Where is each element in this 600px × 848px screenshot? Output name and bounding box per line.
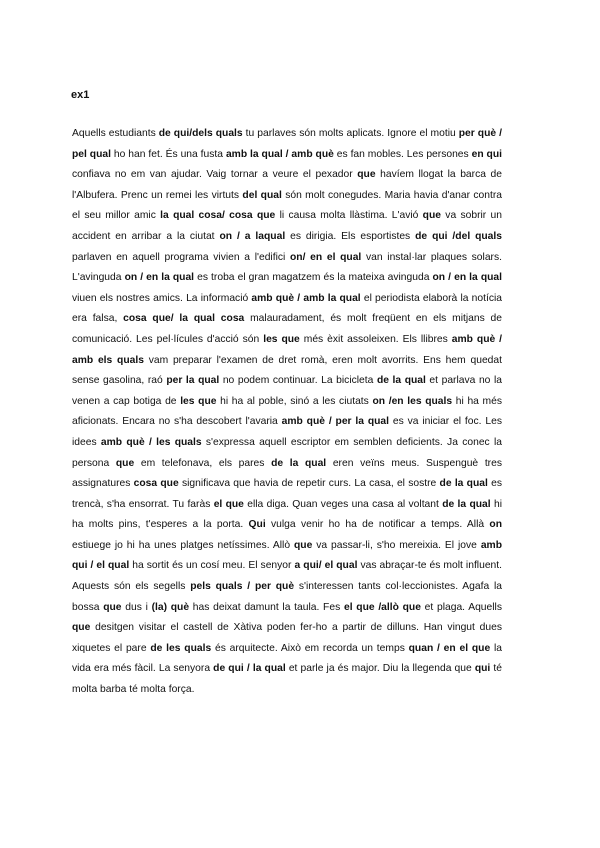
relative-pronoun-answer: amb la qual / amb què (225, 148, 334, 160)
sentence-text: li causa molta llàstima. L'avió (275, 210, 423, 222)
relative-pronoun-answer: de qui/dels quals (158, 128, 243, 139)
relative-pronoun-answer: de la qual (439, 478, 488, 490)
sentence-text: vam preparar l'examen de dret romà, eren molt avorrits. Ens hem quedat sense gasolina, raó (72, 354, 502, 387)
sentence-text: confiava no em van ajudar. Vaig tornar a veure el pexador (72, 169, 358, 181)
sentence-text: parlaven en aquell programa vivien a l'edifici (72, 251, 290, 263)
relative-pronoun-answer: que (115, 457, 135, 469)
relative-pronoun-answer: amb què / les quals (100, 436, 202, 448)
relative-pronoun-answer: amb qui / el qual (72, 539, 502, 572)
sentence-text: es va iniciar el foc. Les idees (72, 416, 502, 448)
sentence-text: es troba el gran magatzem és la mateixa avinguda (194, 272, 433, 284)
sentence-text: són molt conegudes. Maria havia d'anar contra el seu millor amic (72, 189, 503, 222)
relative-pronoun-answer: que (72, 622, 91, 634)
sentence-text: no podem continuar. La bicicleta (219, 375, 377, 387)
sentence-text: s'expressa aquell escriptor em semblen deficients. Ja conec la persona (72, 436, 502, 469)
relative-pronoun-answer: de la qual (271, 457, 327, 469)
sentence-text: ha sortit és un cosí meu. El senyor (129, 560, 295, 572)
sentence-text: malauradament, és molt freqüent en els mitjans de comunicació. Les pel·lícules d'acció són (72, 313, 503, 345)
relative-pronoun-answer: per la qual (166, 375, 220, 387)
relative-pronoun-answer: Qui (248, 519, 266, 531)
sentence-text: vulga venir ho ha de notificar a temps. Allà (265, 519, 490, 531)
sentence-text: hi ha molts pins, t'esperes a la porta. (72, 498, 502, 531)
relative-pronoun-answer: el que (213, 498, 244, 510)
relative-pronoun-answer: de les quals (150, 642, 212, 654)
relative-pronoun-answer: les que (180, 395, 217, 407)
sentence-text: has deixat damunt la taula. Fes (189, 601, 344, 613)
sentence-text: el periodista elaborà la notícia era falsa, (72, 292, 502, 325)
sentence-text: s'interessen tants col·leccionistes. Agafa la bossa (72, 581, 503, 613)
sentence-text: es dirigia. Els esportistes (285, 230, 416, 242)
sentence-text: eren veïns meus. Suspenguè tres assignatures (72, 457, 502, 490)
sentence-text: em telefonava, els pares (134, 457, 272, 469)
relative-pronoun-answer: per què / pel qual (72, 128, 502, 160)
relative-pronoun-answer: que (357, 169, 376, 181)
sentence-text: és arquitecte. Això em recorda un temps (211, 642, 409, 654)
relative-pronoun-answer: (la) què (151, 601, 190, 613)
relative-pronoun-answer: on/ en el qual (290, 251, 362, 263)
relative-pronoun-answer: on / a laqual (219, 230, 286, 242)
relative-pronoun-answer: pels quals / per què (190, 581, 295, 593)
sentence-text: et plaga. Aquells (420, 601, 502, 613)
relative-pronoun-answer: cosa que/ la qual cosa (123, 313, 245, 325)
relative-pronoun-answer: que (103, 601, 122, 613)
sentence-text: ella diga. Quan veges una casa al voltant (243, 498, 443, 510)
relative-pronoun-answer: de la qual (376, 375, 426, 387)
relative-pronoun-answer: de qui / la qual (213, 663, 286, 675)
sentence-text: significava que havia de repetir curs. La casa, el sostre (178, 478, 440, 490)
relative-pronoun-answer: de la qual (442, 498, 491, 510)
exercise-heading: ex1 (71, 89, 90, 101)
sentence-text: havíem llogat la barca de l'Albufera. Prenc un remei les virtuts (72, 169, 502, 201)
sentence-text: estiuege jo hi ha unes platges netíssimes. Allò (72, 539, 294, 551)
relative-pronoun-answer: on (489, 519, 502, 531)
relative-pronoun-answer: amb què / per la qual (281, 416, 390, 428)
relative-pronoun-answer: del qual (242, 189, 282, 201)
relative-pronoun-answer: amb què / amb els quals (72, 333, 503, 366)
relative-pronoun-answer: on /en les quals (372, 395, 453, 407)
exercise-paragraph (72, 124, 502, 701)
relative-pronoun-answer: on / en la qual (432, 272, 502, 284)
relative-pronoun-answer: cosa que (133, 478, 179, 490)
sentence-text: dus i (121, 601, 152, 613)
relative-pronoun-answer: de qui /del quals (415, 230, 502, 242)
sentence-text: la vida era més fàcil. La senyora (72, 642, 502, 675)
sentence-text: vas abraçar-te és molt influent. Aquests són els segells (72, 560, 502, 593)
relative-pronoun-answer: el que /allò que (343, 601, 421, 613)
sentence-text: Aquells estudiants (72, 128, 159, 139)
sentence-text: ho han fet. És una fusta (110, 148, 226, 160)
sentence-text: es trencà, s'ha ensorrat. Tu faràs (72, 478, 502, 510)
sentence-text: va sobrir un accident en arribar a la ciutat (72, 210, 502, 242)
relative-pronoun-answer: on / en la qual (124, 272, 195, 284)
sentence-text: desitgen visitar el castell de Xàtiva poden fer-ho a partir de dilluns. Han vingut dues xiquetes el pare (72, 622, 502, 654)
sentence-text: van instal·lar plaques solars. L'avinguda (72, 251, 502, 284)
relative-pronoun-answer: que (294, 539, 313, 551)
sentence-text: et parlava no la venen a cap botiga de (72, 375, 502, 407)
relative-pronoun-answer: les que (263, 333, 300, 345)
sentence-text: va passar-li, s'ho mereixia. El jove (312, 539, 481, 551)
sentence-text: té molta barba té molta força. (72, 663, 502, 696)
sentence-text: et parle ja és major. Diu la llegenda que (285, 663, 475, 675)
sentence-text: hi ha al poble, sinó a les ciutats (216, 395, 373, 407)
sentence-text: més èxit assoleixen. Els llibres (299, 333, 452, 345)
relative-pronoun-answer: amb què / amb la qual (251, 292, 361, 304)
sentence-text: hi ha més aficionats. Encara no s'ha descobert l'avaria (72, 395, 503, 428)
sentence-text: es fan mobles. Les persones (333, 148, 472, 160)
relative-pronoun-answer: qui (474, 663, 491, 675)
sentence-text: tu parlaves són molts aplicats. Ignore el motiu (242, 128, 459, 139)
relative-pronoun-answer: quan / en el que (408, 642, 491, 654)
relative-pronoun-answer: en qui (471, 148, 502, 160)
sentence-text: viuen els nostres amics. La informació (72, 292, 252, 304)
relative-pronoun-answer: que (422, 210, 441, 222)
relative-pronoun-answer: la qual cosa/ cosa que (160, 210, 276, 222)
relative-pronoun-answer: a qui/ el qual (294, 560, 358, 572)
